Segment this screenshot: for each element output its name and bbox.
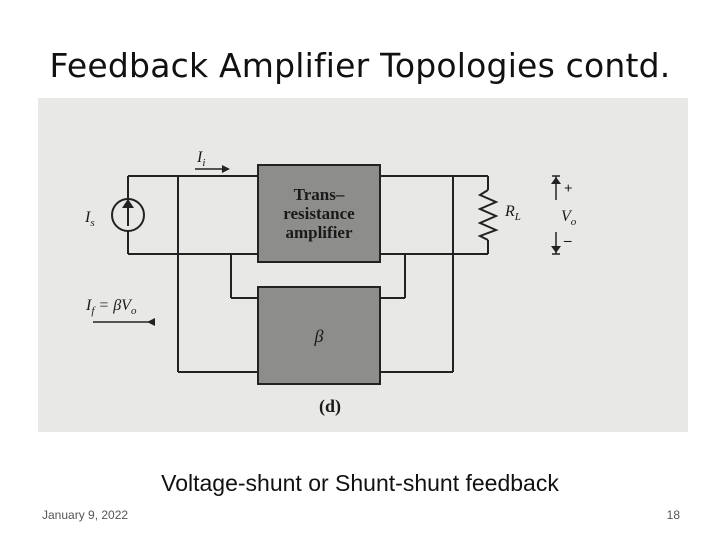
page-number: 18 [666,508,680,522]
feedback-current-arrow-icon [93,318,155,326]
slide-date: January 9, 2022 [42,508,129,522]
output-voltage-label: $V_o$ [561,208,577,228]
up-arrow-icon [551,177,561,184]
feedback-current-label: $I_f = \beta V_o$ [86,297,137,317]
input-current-label: $I_i$ [197,149,206,169]
plus-sign: + [564,181,573,197]
slide-title: Feedback Amplifier Topologies contd. [49,46,671,85]
load-resistor [480,190,496,240]
output-voltage-bracket [552,176,560,254]
down-arrow-icon [551,246,561,253]
input-current-arrow-icon [195,165,230,173]
load-label: $R_L$ [505,203,521,223]
amplifier-label-line1: Trans– [293,185,345,204]
figure-tag: (d) [319,396,341,416]
amplifier-label-line3: amplifier [285,223,353,242]
current-source-icon [112,199,144,231]
feedback-block-label: β [314,326,324,346]
source-label: $I_s$ [85,209,95,229]
slide-caption: Voltage-shunt or Shunt-shunt feedback [161,470,559,496]
amplifier-label-line2: resistance [283,204,355,223]
minus-sign: – [564,233,572,249]
